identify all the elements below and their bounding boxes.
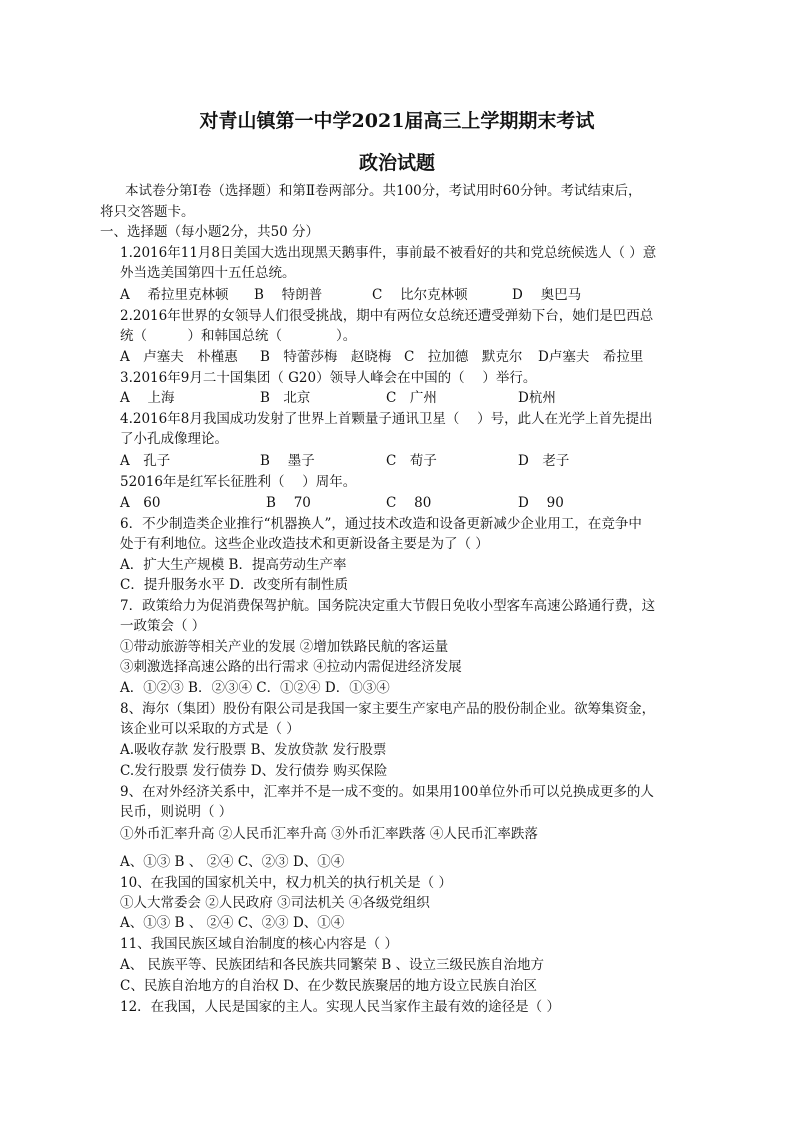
q2-option-b: B 特蕾莎梅 赵晓梅 (260, 349, 392, 365)
q7-items: ③刺激选择高速公路的出行需求 ④拉动内需促进经济发展 (120, 659, 462, 675)
q4-option-c: C 荀子 (386, 453, 437, 469)
question-3: 3.2016年9月二十国集团（ G20）领导人峰会在中国的（ ）举行。 (120, 370, 537, 386)
section-heading: 一、选择题（每小题2分，共50 分） (100, 224, 320, 240)
question-6-cont: 处于有利地位。这些企业改造技术和更新设备主要是为了（ ） (120, 536, 489, 552)
q8-options-ab: A.吸收存款 发行股票 B、发放贷款 发行股票 (120, 742, 387, 758)
q9-options: A、①③ B 、 ②④ C、②③ D、①④ (120, 854, 345, 870)
question-1-cont: 外当选美国第四十五任总统。 (120, 265, 296, 281)
q1-option-c: C 比尔克林顿 (372, 287, 468, 303)
question-9-cont: 民币，则说明（ ） (120, 804, 233, 820)
q5-option-c: C 80 (386, 495, 432, 511)
question-8: 8、海尔（集团）股份有限公司是我国一家主要生产家电产品的股份制企业。欲筹集资金， (120, 701, 656, 717)
question-6: 6．不少制造类企业推行“机器换人”，通过技术改造和设备更新减少企业用工，在竞争中 (120, 516, 642, 532)
q4-option-b: B 墨子 (260, 453, 315, 469)
q5-option-d: D 90 (518, 495, 564, 511)
q9-items: ①外币汇率升高 ②人民币汇率升高 ③外币汇率跌落 ④人民币汇率跌落 (120, 826, 538, 842)
q4-option-a: A 孔子 (120, 453, 171, 469)
q2-option-a: A 卢塞夫 朴槿惠 (120, 349, 238, 365)
q11-options-cd: C、民族自治地方的自治权 D、在少数民族聚居的地方设立民族自治区 (120, 978, 537, 994)
q4-option-d: D 老子 (518, 453, 570, 469)
question-10: 10、在我国的国家机关中，权力机关的执行机关是（ ） (120, 875, 452, 891)
question-12: 12．在我国，人民是国家的主人。实现人民当家作主最有效的途径是（ ） (120, 999, 560, 1015)
q1-option-a: A 希拉里克林顿 (120, 287, 229, 303)
q11-options-ab: A、 民族平等、民族团结和各民族共同繁荣 B 、设立三级民族自治地方 (120, 957, 545, 973)
q3-option-d: D杭州 (518, 390, 556, 406)
q10-options: A、①③ B 、 ②④ C、②③ D、①④ (120, 915, 345, 931)
q3-option-a: A 上海 (120, 390, 175, 406)
intro-line: 将只交答题卡。 (100, 204, 195, 220)
exam-title: 对青山镇第一中学2021届高三上学期期末考试 (199, 110, 595, 132)
question-5: 52016年是红军长征胜利（ ）周年。 (120, 474, 357, 490)
q3-option-c: C 广州 (386, 390, 437, 406)
question-9: 9、在对外经济关系中，汇率并不是一成不变的。如果用100单位外币可以兑换成更多的人 (120, 784, 654, 800)
q1-option-b: B 特朗普 (254, 287, 323, 303)
question-4: 4.2016年8月我国成功发射了世界上首颗量子通讯卫星（ ）号，此人在光学上首先提出 (120, 411, 653, 427)
q5-option-a: A 60 (120, 495, 161, 511)
q1-option-d: D 奥巴马 (512, 287, 582, 303)
question-2: 2.2016年世界的女领导人们很受挑战，期中有两位女总统还遭受弹劾下台，她们是巴西总 (120, 308, 654, 324)
q5-option-b: B 70 (266, 495, 311, 511)
q2-option-c: C 拉加德 默克尔 (404, 349, 523, 365)
q8-options-cd: C.发行股票 发行债券 D、发行债券 购买保险 (120, 763, 388, 779)
question-7-cont: 一政策会（ ） (120, 618, 206, 634)
q7-items: ①带动旅游等相关产业的发展 ②增加铁路民航的客运量 (120, 639, 449, 655)
exam-subtitle: 政治试题 (358, 152, 435, 174)
question-2-cont: 统（ ）和韩国总统（ ）。 (120, 328, 357, 344)
q10-items: ①人大常委会 ②人民政府 ③司法机关 ④各级党组织 (120, 895, 430, 911)
question-1: 1.2016年11月8日美国大选出现黑天鹅事件，事前最不被看好的共和党总统候选人（ ）意 (120, 245, 657, 261)
q6-options-cd: C．提升服务水平 D．改变所有制性质 (120, 577, 348, 593)
intro-line: 本试卷分第Ⅰ卷（选择题）和第Ⅱ卷两部分。共100分，考试用时60分钟。考试结束后， (125, 183, 642, 199)
q2-option-d: D卢塞夫 希拉里 (538, 349, 644, 365)
question-8-cont: 该企业可以采取的方式是（ ） (120, 721, 300, 737)
question-7: 7．政策给力为促消费保驾护航。国务院决定重大节假日免收小型客车高速公路通行费，这 (120, 598, 656, 614)
q3-option-b: B 北京 (260, 390, 311, 406)
q7-options: A．①②③ B．②③④ C．①②④ D．①③④ (120, 680, 390, 696)
question-4-cont: 了小孔成像理论。 (120, 431, 228, 447)
q6-options-ab: A．扩大生产规模 B．提高劳动生产率 (120, 557, 347, 573)
question-11: 11、我国民族区域自治制度的核心内容是（ ） (120, 936, 398, 952)
